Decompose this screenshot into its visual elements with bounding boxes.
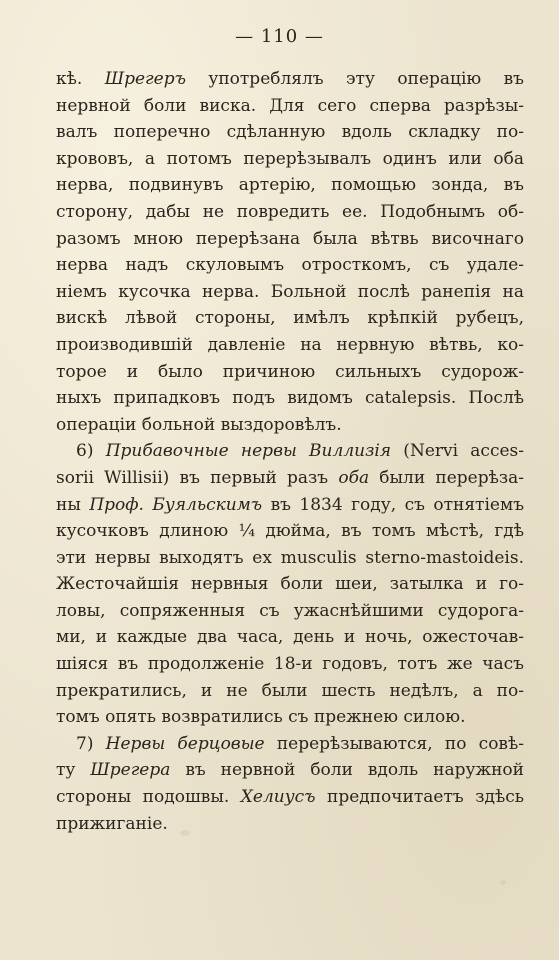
- text-run: нервной боли виска. Для сего сперва разрѣзы-: [56, 95, 524, 116]
- paper-stain: [180, 830, 190, 836]
- text-line: [56, 412, 524, 439]
- italic-text: Хелиусъ: [240, 787, 316, 808]
- text-line: [56, 332, 524, 359]
- text-line: [56, 199, 524, 226]
- text-line: [56, 784, 524, 811]
- text-line: [56, 651, 524, 678]
- text-run: предпочитаетъ здѣсь: [315, 787, 524, 808]
- text-line: [56, 279, 524, 306]
- text-run: производившій давленіе на нервную вѣтвь, ко-: [56, 334, 524, 355]
- text-run: Жесточайшія нервныя боли шеи, затылка и го-: [56, 574, 524, 595]
- text-line: [56, 66, 524, 93]
- text-run: вискѣ лѣвой стороны, имѣлъ крѣпкій рубецъ,: [56, 308, 524, 329]
- text-line: [56, 757, 524, 784]
- italic-text: Проф. Буяльскимъ: [89, 494, 263, 515]
- text-run: торое и было причиною сильныхъ судорож-: [56, 361, 524, 382]
- text-run: прекратились, и не были шесть недѣлъ, а по-: [56, 680, 524, 701]
- text-run: ны: [56, 494, 90, 515]
- text-line: [56, 704, 524, 731]
- text-line: [56, 571, 524, 598]
- italic-text: Прибавочные нервы Виллизія: [105, 441, 392, 462]
- text-run: валъ поперечно сдѣланную вдоль складку по-: [56, 122, 524, 143]
- text-line: [56, 146, 524, 173]
- text-run: sorii Willisii) въ первый разъ: [56, 467, 339, 488]
- text-line: [56, 492, 524, 519]
- paragraph: [56, 66, 524, 438]
- text-run: операціи больной выздоровѣлъ.: [56, 414, 342, 435]
- text-line: [56, 518, 524, 545]
- italic-text: оба: [338, 467, 370, 488]
- text-line: [56, 93, 524, 120]
- paragraph: [56, 438, 524, 731]
- text-run: томъ опять возвратились съ прежнею силою.: [56, 707, 466, 728]
- text-line: [56, 731, 524, 758]
- text-run: ніемъ кусочка нерва. Больной послѣ ранепія на: [56, 281, 524, 302]
- text-run: кѣ.: [56, 69, 105, 89]
- text-line: [56, 811, 524, 838]
- text-run: стороны подошвы.: [56, 787, 241, 808]
- text-run: ту: [56, 760, 91, 781]
- text-run: ловы, сопряженныя съ ужаснѣйшими судорога-: [56, 600, 524, 621]
- text-run: въ нервной боли вдоль наружной: [170, 760, 524, 781]
- text-run: кусочковъ длиною ¼ дюйма, въ томъ мѣстѣ, гдѣ: [56, 521, 524, 542]
- text-run: разомъ мною перерѣзана была вѣтвь височнаго: [56, 228, 524, 249]
- text-line: [56, 438, 524, 465]
- text-run: 7): [76, 733, 106, 754]
- text-run: перерѣзываются, по совѣ-: [264, 733, 524, 754]
- text-run: крововъ, а потомъ перерѣзывалъ одинъ или оба: [56, 148, 524, 169]
- italic-text: Шрегера: [90, 760, 171, 781]
- text-line: [56, 359, 524, 386]
- text-run: сторону, дабы не повредить ее. Подобнымъ об-: [56, 201, 524, 222]
- text-line: [56, 226, 524, 253]
- text-run: нерва надъ скуловымъ отросткомъ, съ удале-: [56, 255, 524, 276]
- text-run: употреблялъ эту операцію въ: [185, 69, 524, 89]
- italic-text: Шрегеръ: [104, 69, 186, 89]
- text-run: (Nervi acces-: [391, 441, 524, 462]
- text-run: 6): [76, 441, 106, 462]
- text-line: [56, 598, 524, 625]
- text-line: [56, 385, 524, 412]
- text-line: [56, 172, 524, 199]
- text-line: [56, 119, 524, 146]
- italic-text: Нервы берцовые: [105, 733, 265, 754]
- paragraph: [56, 731, 524, 837]
- text-run: были перерѣза-: [369, 467, 524, 488]
- text-line: [56, 465, 524, 492]
- page-number: — 110 —: [235, 26, 324, 47]
- body-text: [56, 66, 524, 837]
- text-line: [56, 624, 524, 651]
- text-line: [56, 545, 524, 572]
- text-run: ми, и каждые два часа, день и ночь, ожесточав-: [56, 627, 524, 648]
- paper-stain: [500, 880, 506, 885]
- text-line: [56, 305, 524, 332]
- text-run: прижиганіе.: [56, 813, 168, 834]
- text-run: въ 1834 году, съ отнятіемъ: [262, 494, 524, 515]
- text-run: шіяся въ продолженіе 18-и годовъ, тотъ же часъ: [56, 654, 524, 675]
- text-line: [56, 678, 524, 705]
- text-run: эти нервы выходятъ ex musculis sterno-mastoideis.: [56, 547, 524, 568]
- text-line: [56, 252, 524, 279]
- text-run: ныхъ припадковъ подъ видомъ catalepsis. Послѣ: [56, 388, 524, 409]
- text-run: нерва, подвинувъ артерію, помощью зонда, въ: [56, 175, 524, 196]
